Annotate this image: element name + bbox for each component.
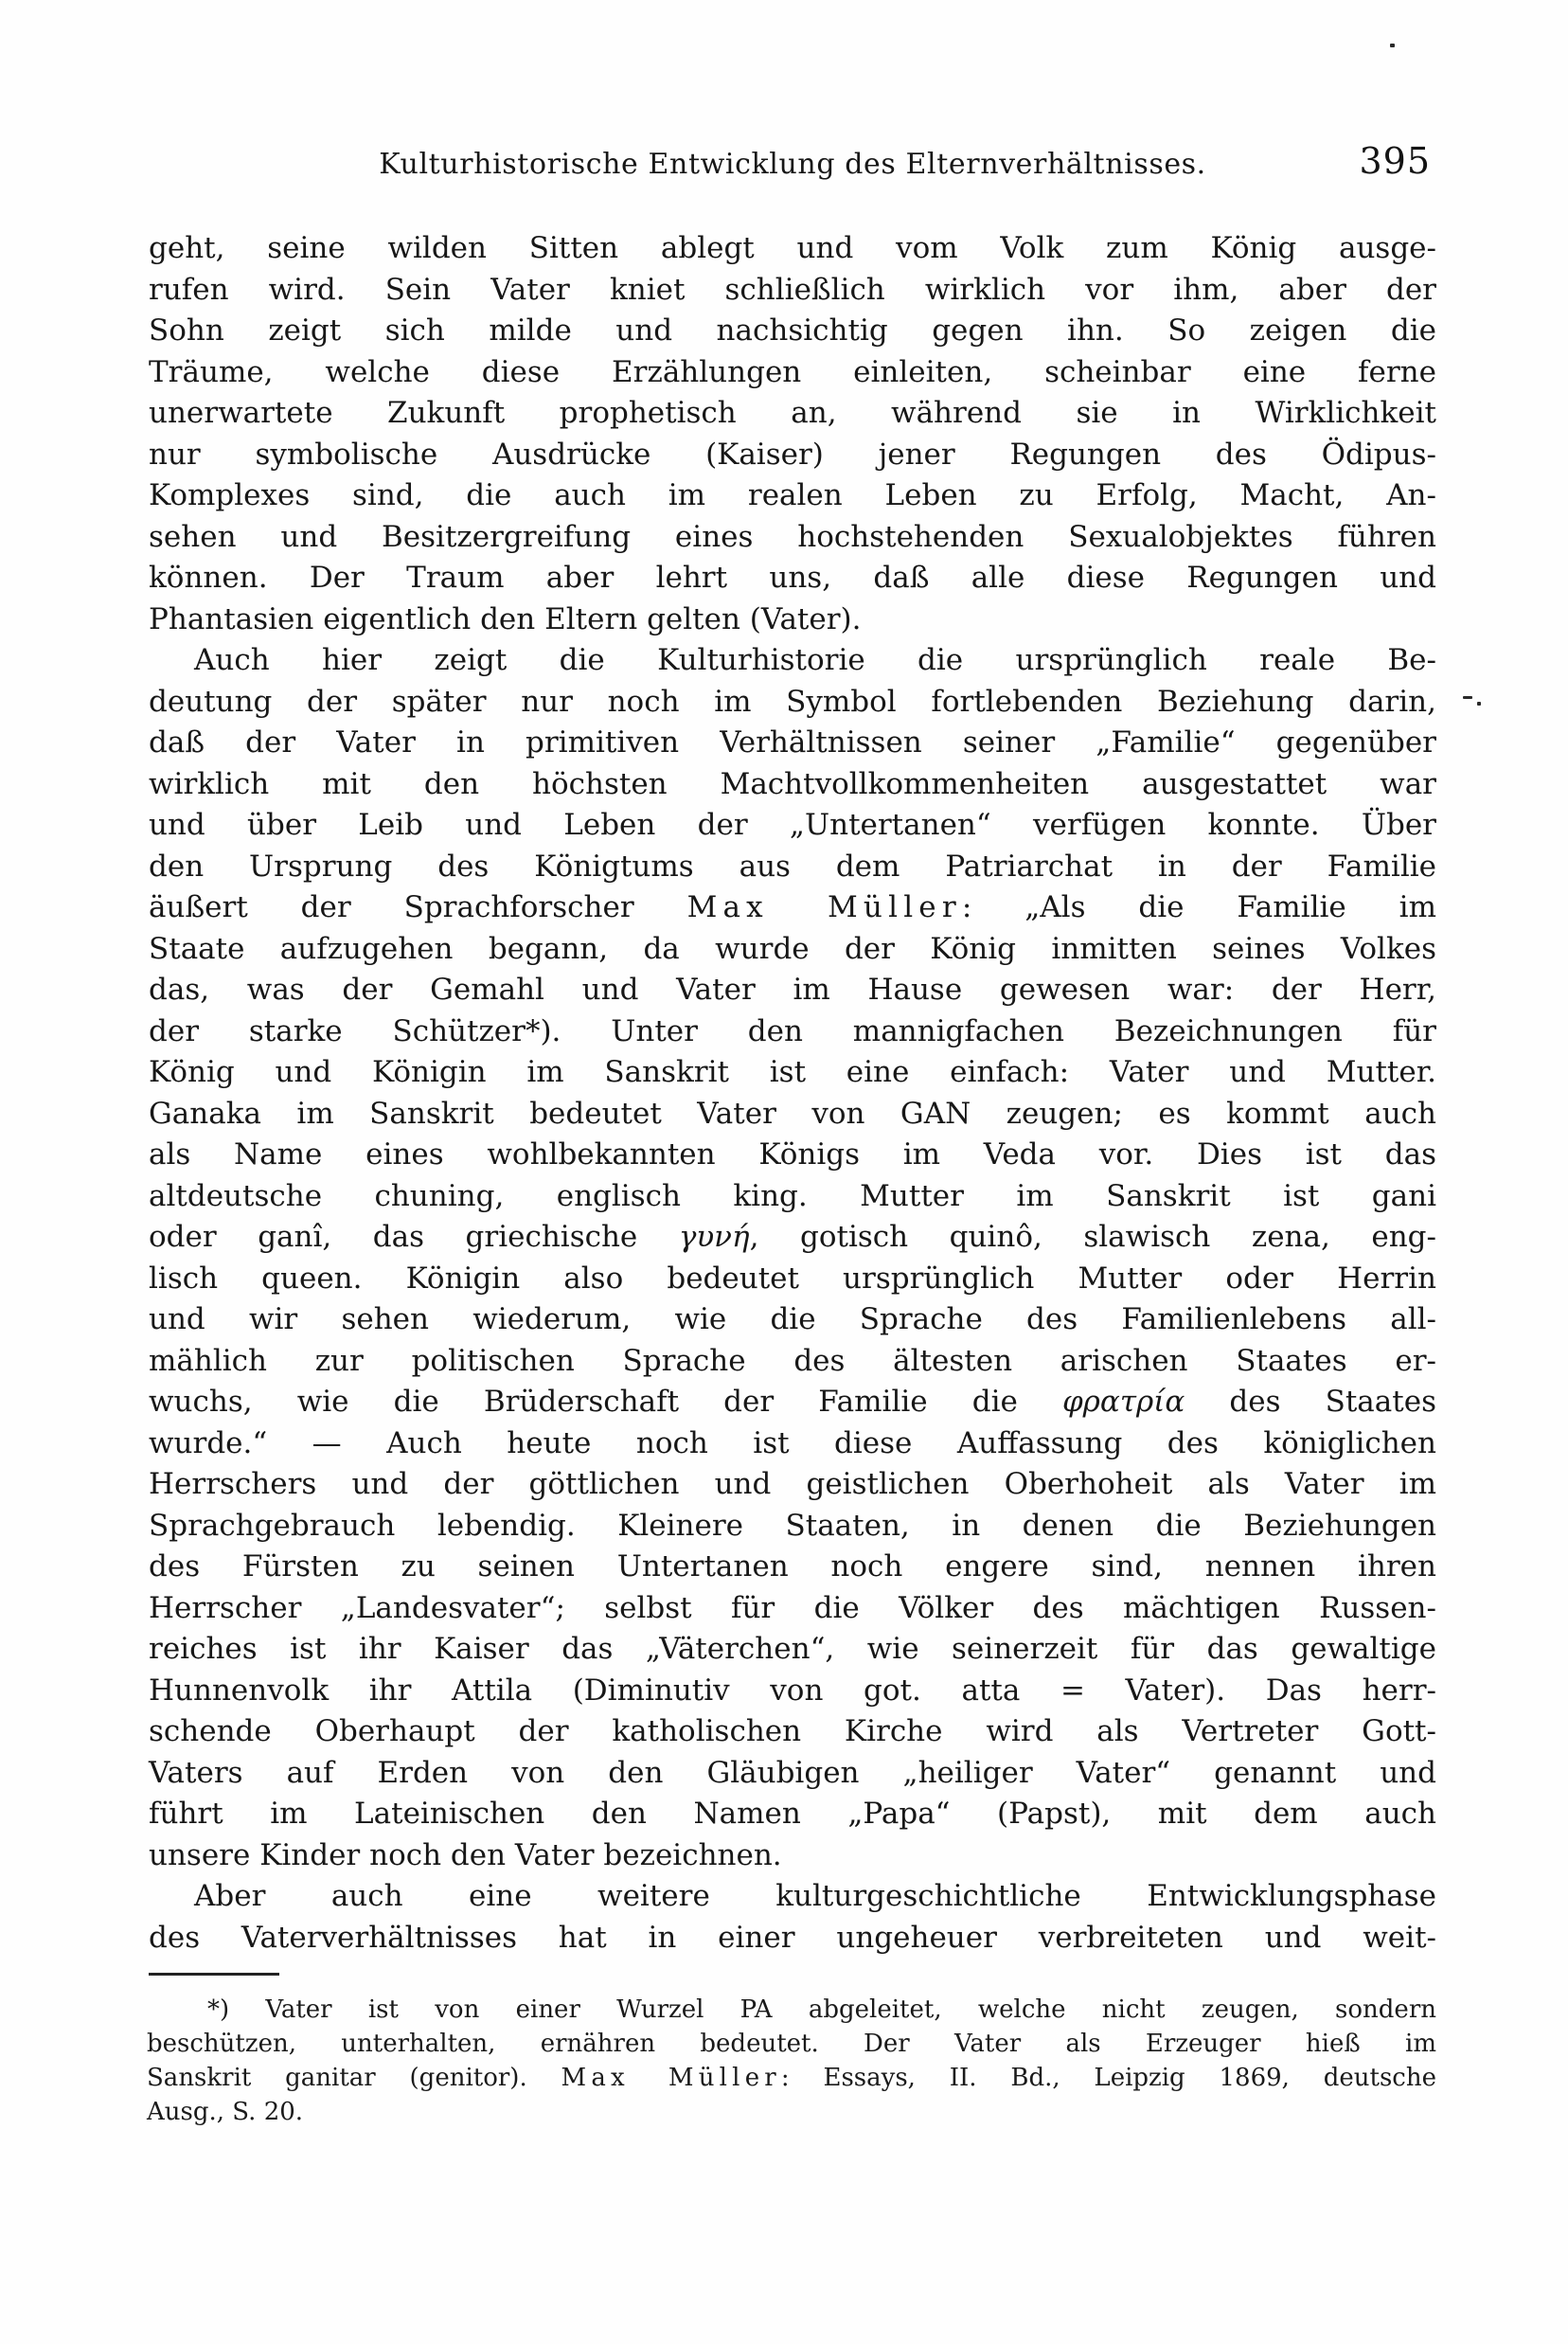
body-line: Auch hier zeigt die Kulturhistorie die ursprünglich reale Be- bbox=[194, 643, 1436, 677]
body-line: können. Der Traum aber lehrt uns, daß alle diese Regungen und bbox=[149, 561, 1436, 595]
body-line: Staate aufzugehen begann, da wurde der König inmitten seines Volkes bbox=[149, 931, 1436, 966]
body-line-text: , gotisch quinô, slawisch zena, eng- bbox=[749, 1220, 1436, 1254]
footnote-line: *) Vater ist von einer Wurzel PA abgeleitet, welche nicht zeugen, sondern bbox=[207, 1995, 1436, 2024]
body-line-text: des Staates bbox=[1185, 1385, 1436, 1419]
body-line: mählich zur politischen Sprache des ältesten arischen Staates er- bbox=[149, 1343, 1436, 1378]
footnote-line bbox=[147, 2061, 1436, 2095]
person-name: Max Müller bbox=[561, 2064, 781, 2092]
body-line-text: äußert der Sprachforscher bbox=[149, 890, 687, 924]
scan-speck bbox=[1477, 702, 1481, 706]
running-title: Kulturhistorische Entwicklung des Elternverhältnisses. bbox=[379, 148, 1206, 181]
body-line: Träume, welche diese Erzählungen einleiten, scheinbar eine ferne bbox=[149, 354, 1436, 389]
body-line: des Vaterverhältnisses hat in einer ungeheuer verbreiteten und weit- bbox=[149, 1920, 1436, 1955]
body-line: schende Oberhaupt der katholischen Kirche wird als Vertreter Gott- bbox=[149, 1714, 1436, 1748]
body-line: Hunnenvolk ihr Attila (Diminutiv von got. atta = Vater). Das herr- bbox=[149, 1673, 1436, 1708]
body-line: Komplexes sind, die auch im realen Leben zu Erfolg, Macht, An- bbox=[149, 478, 1436, 512]
footnote-line-text: : Essays, II. Bd., Leipzig 1869, deutsche bbox=[780, 2064, 1436, 2092]
body-line: der starke Schützer*). Unter den mannigfachen Bezeichnungen für bbox=[149, 1013, 1436, 1048]
body-line: Herrscher „Landesvater“; selbst für die Völker des mächtigen Russen- bbox=[149, 1590, 1436, 1625]
greek-term: γυνή bbox=[678, 1220, 750, 1254]
body-line: den Ursprung des Königtums aus dem Patriarchat in der Familie bbox=[149, 849, 1436, 884]
body-line: nur symbolische Ausdrücke (Kaiser) jener Regungen des Ödipus- bbox=[149, 437, 1436, 472]
body-line: Aber auch eine weitere kulturgeschichtliche Entwicklungsphase bbox=[194, 1879, 1436, 1913]
body-line: Herrschers und der göttlichen und geistlichen Oberhoheit als Vater im bbox=[149, 1467, 1436, 1501]
body-line: unerwartete Zukunft prophetisch an, während sie in Wirklichkeit bbox=[149, 396, 1436, 430]
scan-speck bbox=[1463, 696, 1472, 699]
body-line bbox=[149, 1382, 1436, 1423]
footnote-line: Ausg., S. 20. bbox=[147, 2098, 304, 2126]
body-line bbox=[149, 887, 1436, 929]
body-line: als Name eines wohlbekannten Königs im Veda vor. Dies ist das bbox=[149, 1137, 1436, 1172]
body-line: daß der Vater in primitiven Verhältnissen seiner „Familie“ gegenüber bbox=[149, 725, 1436, 760]
greek-term: φρατρία bbox=[1061, 1385, 1185, 1419]
body-line: und über Leib und Leben der „Untertanen“ verfügen konnte. Über bbox=[149, 808, 1436, 842]
page-number: 395 bbox=[1359, 140, 1431, 182]
body-line bbox=[149, 1217, 1436, 1259]
body-line: rufen wird. Sein Vater kniet schließlich wirklich vor ihm, aber der bbox=[149, 272, 1436, 307]
person-name: Max Müller bbox=[686, 890, 962, 924]
body-text bbox=[149, 228, 1436, 1959]
footnote-separator bbox=[149, 1973, 279, 1976]
page-header bbox=[149, 140, 1436, 188]
footnote-line: beschützen, unterhalten, ernähren bedeutet. Der Vater als Erzeuger hieß im bbox=[147, 2030, 1436, 2058]
footnote-line-text: Sanskrit ganitar (genitor). bbox=[147, 2064, 561, 2092]
body-line: Ganaka im Sanskrit bedeutet Vater von GAN zeugen; es kommt auch bbox=[149, 1096, 1436, 1131]
body-line: reiches ist ihr Kaiser das „Väterchen“, wie seinerzeit für das gewaltige bbox=[149, 1632, 1436, 1666]
body-line: führt im Lateinischen den Namen „Papa“ (Papst), mit dem auch bbox=[149, 1797, 1436, 1831]
body-line: König und Königin im Sanskrit ist eine einfach: Vater und Mutter. bbox=[149, 1055, 1436, 1089]
body-line: wurde.“ — Auch heute noch ist diese Auffassung des königlichen bbox=[149, 1425, 1436, 1460]
body-line: deutung der später nur noch im Symbol fortlebenden Beziehung darin, bbox=[149, 684, 1436, 719]
body-line-text: wuchs, wie die Brüderschaft der Familie die bbox=[149, 1385, 1062, 1419]
body-line: sehen und Besitzergreifung eines hochstehenden Sexualobjektes führen bbox=[149, 519, 1436, 554]
body-line: geht, seine wilden Sitten ablegt und vom Volk zum König ausge- bbox=[149, 231, 1436, 265]
body-line: lisch queen. Königin also bedeutet ursprünglich Mutter oder Herrin bbox=[149, 1261, 1436, 1296]
footnote bbox=[147, 1993, 1436, 2129]
body-line-text: : „Als die Familie im bbox=[961, 890, 1436, 924]
body-line: Sohn zeigt sich milde und nachsichtig gegen ihn. So zeigen die bbox=[149, 313, 1436, 348]
body-line: das, was der Gemahl und Vater im Hause gewesen war: der Herr, bbox=[149, 973, 1436, 1007]
body-line: Vaters auf Erden von den Gläubigen „heiliger Vater“ genannt und bbox=[149, 1755, 1436, 1790]
body-line: Sprachgebrauch lebendig. Kleinere Staaten, in denen die Beziehungen bbox=[149, 1508, 1436, 1543]
body-line: unsere Kinder noch den Vater bezeichnen. bbox=[149, 1837, 782, 1872]
body-line: und wir sehen wiederum, wie die Sprache des Familienlebens all- bbox=[149, 1302, 1436, 1336]
body-line: des Fürsten zu seinen Untertanen noch engere sind, nennen ihren bbox=[149, 1549, 1436, 1584]
body-line: Phantasien eigentlich den Eltern gelten (Vater). bbox=[149, 601, 862, 636]
body-line-text: oder ganî, das griechische bbox=[149, 1220, 679, 1254]
body-line: wirklich mit den höchsten Machtvollkommenheiten ausgestattet war bbox=[149, 766, 1436, 801]
body-line: altdeutsche chuning, englisch king. Mutter im Sanskrit ist gani bbox=[149, 1178, 1436, 1213]
scan-speck bbox=[1390, 44, 1395, 47]
